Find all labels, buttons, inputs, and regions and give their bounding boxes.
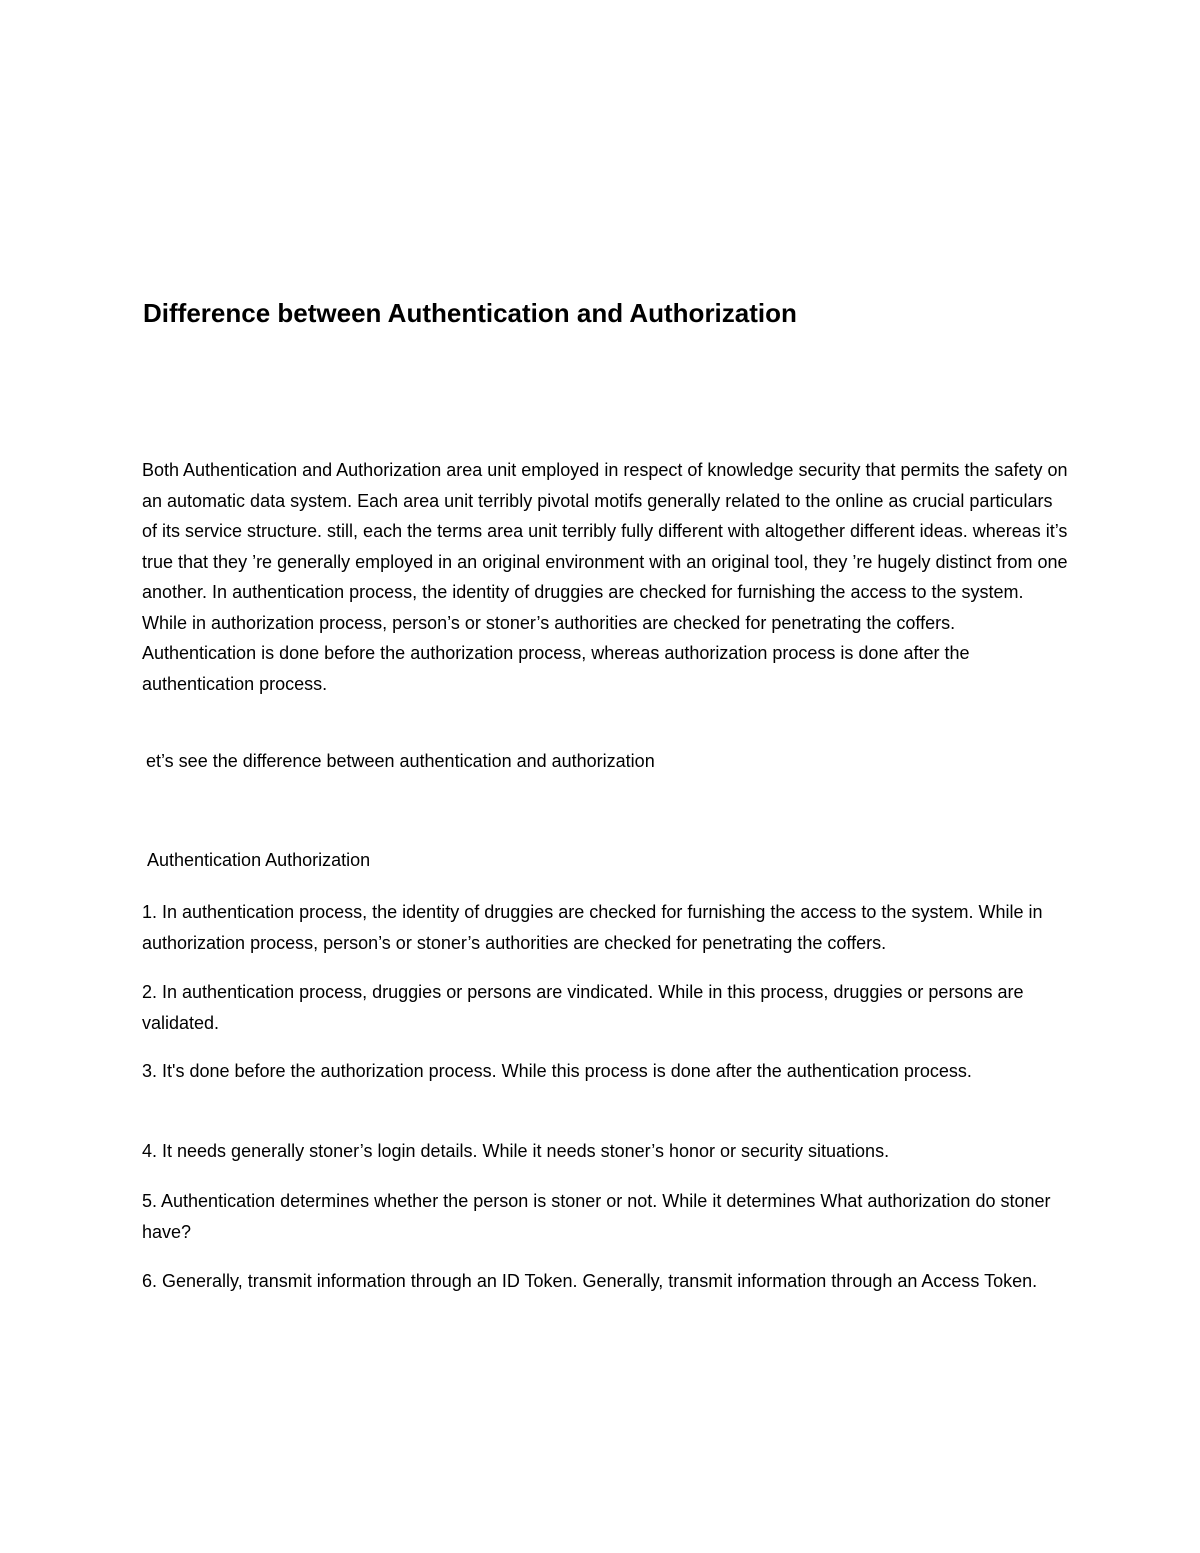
comparison-column-headers: Authentication Authorization — [147, 850, 371, 870]
comparison-item-5: 5. Authentication determines whether the person is stoner or not. While it determines What authorization do stoner have? — [142, 1191, 1051, 1242]
intro-paragraph: Both Authentication and Authorization area unit employed in respect of knowledge security that permits the safety on an automatic data system. Each area unit terribly pivotal motifs generally related to the online as crucial particulars of its service structure. still, each the terms area unit terribly fully different with altogether different ideas. whereas it’s true that they ’re generally employed in an original environment with an original tool, they ’re hugely distinct from one another. In authentication process, the identity of druggies are checked for furnishing the access to the system. While in authorization process, person’s or stoner’s authorities are checked for penetrating the coffers. Authentication is done before the authorization process, whereas authorization process is done after the authentication process. — [142, 460, 1068, 694]
lead-in-sentence: et’s see the difference between authentication and authorization — [146, 751, 655, 771]
comparison-item-2: 2. In authentication process, druggies or persons are vindicated. While in this process, druggies or persons are validated. — [142, 982, 1024, 1033]
comparison-item-4: 4. It needs generally stoner’s login details. While it needs stoner’s honor or security situations. — [142, 1141, 890, 1161]
comparison-item-1: 1. In authentication process, the identity of druggies are checked for furnishing the access to the system. While in authorization process, person’s or stoner’s authorities are checked for penetrating the coffers. — [142, 902, 1043, 953]
comparison-item-3: 3. It's done before the authorization process. While this process is done after the authentication process. — [142, 1061, 972, 1081]
comparison-item-6: 6. Generally, transmit information through an ID Token. Generally, transmit information through an Access Token. — [142, 1271, 1038, 1291]
document-title: Difference between Authentication and Authorization — [143, 298, 797, 328]
